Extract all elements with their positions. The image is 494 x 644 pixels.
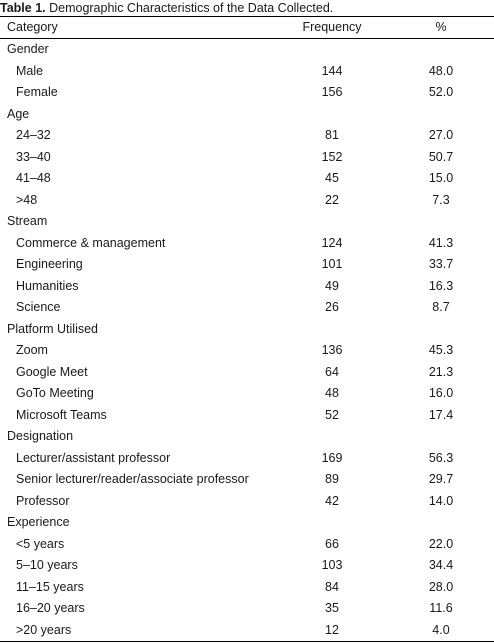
header-frequency: Frequency (302, 20, 362, 34)
percent-cell: 11.6 (429, 601, 453, 615)
section-row (0, 104, 494, 126)
table-caption-text: Demographic Characteristics of the Data Collected. (45, 1, 334, 15)
frequency-cell: 52 (325, 407, 339, 422)
category-cell: GoTo Meeting (16, 386, 94, 400)
section-row (0, 512, 494, 534)
table-row (0, 620, 494, 643)
percent-cell: 50.7 (428, 149, 454, 164)
percent-cell: 33.7 (428, 257, 454, 271)
category-cell: Female (16, 85, 58, 99)
frequency-cell: 66 (325, 536, 339, 551)
category-cell: Science (16, 300, 61, 314)
frequency-cell: 45 (325, 171, 339, 185)
category-cell: 16–20 years (16, 601, 85, 615)
category-cell: Google Meet (16, 364, 88, 379)
category-cell: 5–10 years (16, 558, 78, 572)
frequency-cell: 48 (325, 386, 339, 400)
percent-cell: 52.0 (428, 85, 454, 99)
frequency-cell: 22 (325, 192, 339, 207)
table-row (0, 383, 494, 405)
percent-cell: 29.7 (428, 472, 454, 486)
category-cell: Senior lecturer/reader/associate professor (16, 472, 249, 486)
table-row (0, 491, 494, 513)
percent-cell: 17.4 (428, 407, 454, 422)
percent-cell: 41.3 (428, 235, 454, 250)
frequency-cell: 124 (321, 235, 343, 250)
table-row (0, 469, 494, 491)
section-row (0, 426, 494, 448)
percent-cell: 4.0 (432, 622, 450, 637)
section-title: Experience (7, 515, 70, 529)
frequency-cell: 169 (321, 450, 343, 465)
table-row (0, 61, 494, 83)
frequency-cell: 136 (321, 343, 343, 357)
table-row (0, 340, 494, 362)
percent-cell: 56.3 (428, 450, 454, 465)
frequency-cell: 89 (325, 472, 339, 486)
percent-cell: 15.0 (428, 171, 454, 185)
section-title: Designation (7, 429, 74, 443)
category-cell: >20 years (16, 622, 72, 637)
frequency-cell: 81 (325, 128, 339, 142)
section-title: Age (7, 106, 30, 121)
percent-cell: 16.3 (428, 278, 454, 293)
percent-cell: 48.0 (428, 63, 454, 78)
table-row (0, 577, 494, 599)
table-row (0, 598, 494, 620)
category-cell: Humanities (16, 278, 79, 293)
category-cell: <5 years (16, 536, 65, 551)
percent-cell: 34.4 (428, 558, 454, 572)
table-caption (0, 0, 333, 16)
percent-cell: 27.0 (428, 128, 454, 142)
category-cell: Commerce & management (16, 235, 166, 250)
percent-cell: 21.3 (428, 364, 454, 379)
category-cell: Professor (16, 493, 70, 508)
section-row (0, 39, 494, 61)
table-row (0, 125, 494, 147)
category-cell: >48 (16, 192, 38, 207)
table-row (0, 233, 494, 255)
table-body (0, 39, 494, 642)
frequency-cell: 49 (325, 278, 339, 293)
category-cell: 24–32 (16, 128, 51, 142)
percent-cell: 14.0 (428, 493, 454, 508)
table-row (0, 297, 494, 319)
frequency-cell: 152 (321, 149, 343, 164)
section-title: Gender (7, 42, 49, 56)
table-row (0, 276, 494, 298)
frequency-cell: 101 (321, 257, 343, 271)
table-row (0, 405, 494, 427)
frequency-cell: 84 (325, 579, 339, 594)
table-row (0, 555, 494, 577)
table-caption-label: Table 1. (0, 1, 46, 15)
table-row (0, 82, 494, 104)
frequency-cell: 26 (325, 300, 339, 314)
percent-cell: 7.3 (432, 192, 450, 207)
percent-cell: 8.7 (432, 300, 450, 314)
percent-cell: 22.0 (428, 536, 454, 551)
frequency-cell: 12 (325, 622, 339, 637)
frequency-cell: 64 (325, 364, 339, 379)
table-row (0, 147, 494, 169)
category-cell: 11–15 years (16, 579, 84, 594)
percent-cell: 45.3 (428, 343, 454, 357)
percent-cell: 28.0 (428, 579, 454, 594)
header-percent: % (435, 20, 447, 34)
table-row (0, 190, 494, 212)
frequency-cell: 156 (321, 85, 343, 99)
percent-cell: 16.0 (428, 386, 454, 400)
table-row (0, 534, 494, 556)
category-cell: Zoom (16, 343, 48, 357)
category-cell: Lecturer/assistant professor (16, 450, 171, 465)
section-row (0, 211, 494, 233)
section-title: Platform Utilised (7, 321, 98, 336)
category-cell: Engineering (16, 257, 83, 271)
frequency-cell: 42 (325, 493, 339, 508)
category-cell: Microsoft Teams (16, 407, 107, 422)
frequency-cell: 144 (321, 63, 343, 78)
frequency-cell: 103 (321, 558, 343, 572)
table-row (0, 448, 494, 470)
category-cell: 41–48 (16, 171, 51, 185)
category-cell: 33–40 (16, 149, 51, 164)
category-cell: Male (16, 63, 44, 78)
table-header-row (0, 17, 494, 39)
section-row (0, 319, 494, 341)
frequency-cell: 35 (325, 601, 339, 615)
section-title: Stream (7, 214, 48, 228)
table-row (0, 168, 494, 190)
demographics-table (0, 16, 494, 642)
header-category: Category (7, 20, 58, 34)
table-row (0, 362, 494, 384)
table-row (0, 254, 494, 276)
